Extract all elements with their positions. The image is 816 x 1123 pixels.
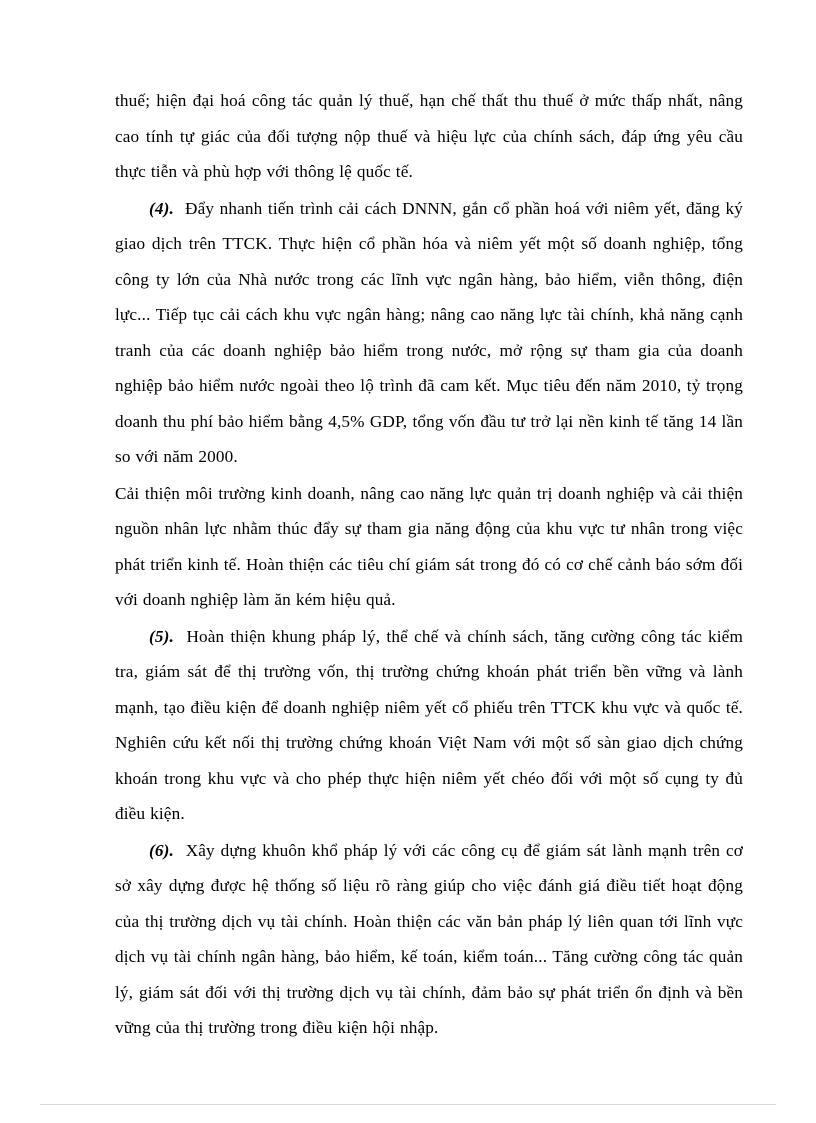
document-body [115, 83, 743, 1047]
paragraph-marker: (6). [149, 840, 174, 860]
paragraph-item-6 [115, 833, 743, 1046]
paragraph-text: Cải thiện môi trường kinh doanh, nâng cao năng lực quản trị doanh nghiệp và cải thiện nguồn nhân lực nhằm thúc đẩy sự tham gia năng động của khu vực tư nhân trong việc phát triển kinh tế. Hoàn thiện các tiêu chí giám sát trong đó có cơ chế cảnh báo sớm đối với doanh nghiệp làm ăn kém hiệu quả. [115, 483, 743, 609]
paragraph-business-environment [115, 476, 743, 618]
paragraph-text: Xây dựng khuôn khổ pháp lý với các công cụ để giám sát lành mạnh trên cơ sở xây dựng được hệ thống số liệu rõ ràng giúp cho việc đánh giá điều tiết hoạt động của thị trường dịch vụ tài chính. Hoàn thiện các văn bản pháp lý liên quan tới lĩnh vực dịch vụ tài chính ngân hàng, bảo hiểm, kế toán, kiểm toán... Tăng cường công tác quản lý, giám sát đối với thị trường dịch vụ tài chính, đảm bảo sự phát triển ổn định và bền vững của thị trường trong điều kiện hội nhập. [115, 840, 743, 1037]
paragraph-text: Hoàn thiện khung pháp lý, thể chế và chính sách, tăng cường công tác kiểm tra, giám sát để thị trường vốn, thị trường chứng khoán phát triển bền vững và lành mạnh, tạo điều kiện để doanh nghiệp niêm yết cổ phiếu trên TTCK khu vực và quốc tế. Nghiên cứu kết nối thị trường chứng khoán Việt Nam với một số sàn giao dịch chứng khoán trong khu vực và cho phép thực hiện niêm yết chéo đối với một số cụng ty đủ điều kiện. [115, 626, 743, 823]
paragraph-tax-modernization [115, 83, 743, 190]
paragraph-item-4 [115, 191, 743, 475]
paragraph-item-5 [115, 619, 743, 832]
paragraph-marker: (5). [149, 626, 174, 646]
paragraph-text: thuế; hiện đại hoá công tác quản lý thuế, hạn chế thất thu thuế ở mức thấp nhất, nâng cao tính tự giác của đối tượng nộp thuế và hiệu lực của chính sách, đáp ứng yêu cầu thực tiễn và phù hợp với thông lệ quốc tế. [115, 91, 743, 181]
footer-divider [40, 1104, 776, 1105]
paragraph-text: Đẩy nhanh tiến trình cải cách DNNN, gắn cổ phần hoá với niêm yết, đăng ký giao dịch trên TTCK. Thực hiện cổ phần hóa và niêm yết một số doanh nghiệp, tổng công ty lớn của Nhà nước trong các lĩnh vực ngân hàng, bảo hiểm, viễn thông, điện lực... Tiếp tục cải cách khu vực ngân hàng; nâng cao năng lực tài chính, khả năng cạnh tranh của các doanh nghiệp bảo hiểm trong nước, mở rộng sự tham gia của doanh nghiệp bảo hiểm nước ngoài theo lộ trình đã cam kết. Mục tiêu đến năm 2010, tỷ trọng doanh thu phí bảo hiểm bằng 4,5% GDP, tổng vốn đầu tư trở lại nền kinh tế tăng 14 lần so với năm 2000. [115, 198, 743, 466]
paragraph-marker: (4). [149, 198, 174, 218]
